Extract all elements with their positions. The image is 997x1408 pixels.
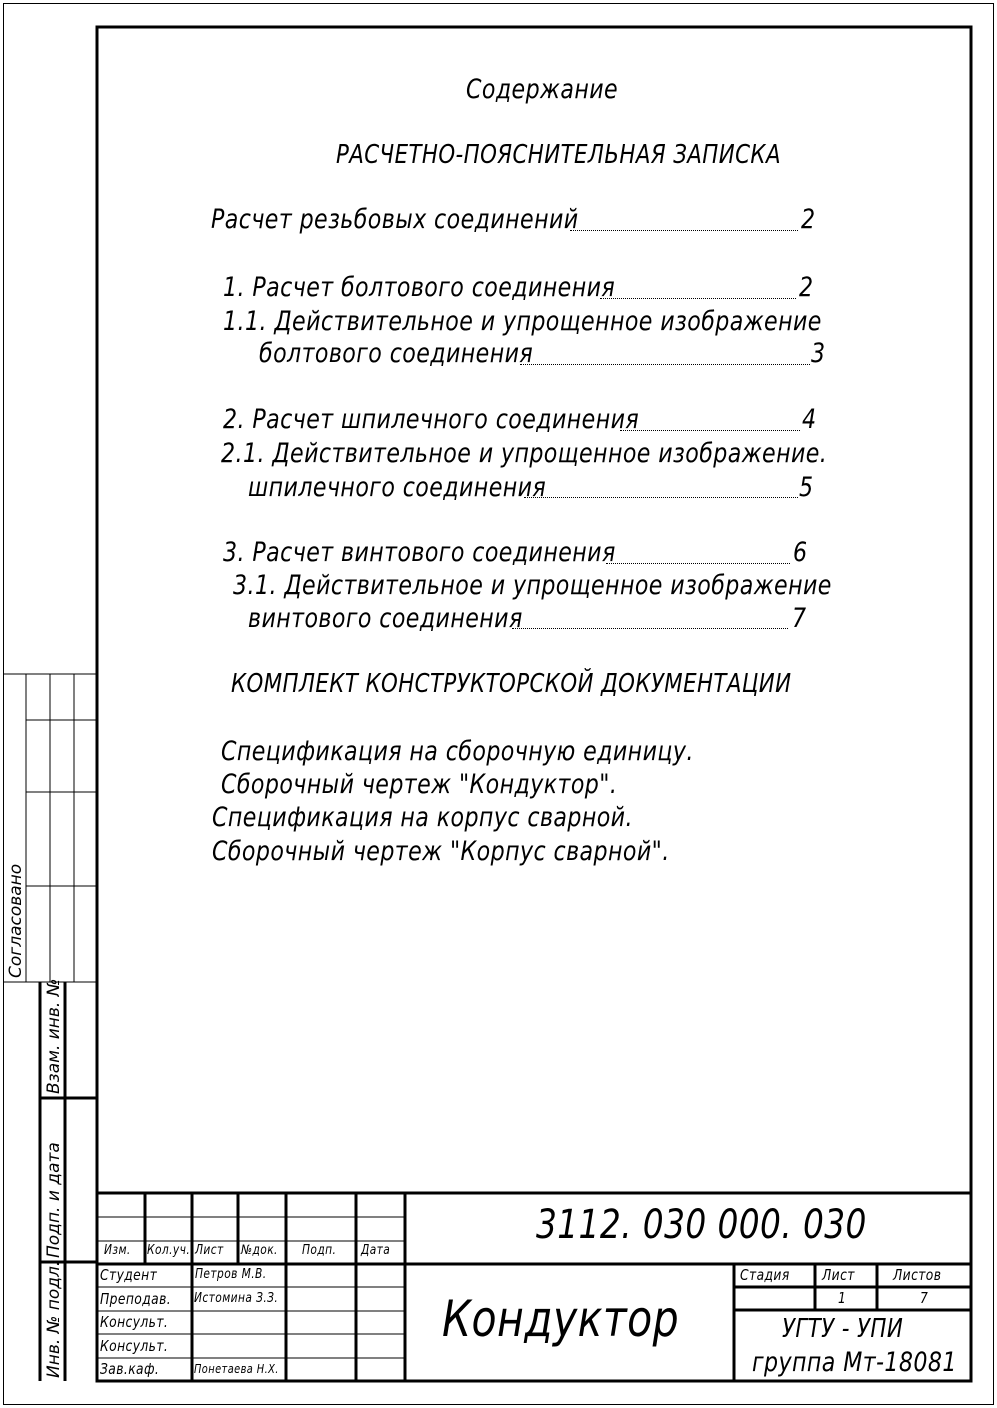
header-kol-uch: Кол.уч. (147, 1243, 191, 1258)
toc-entry: винтового соединения (248, 603, 523, 634)
toc-entry: болтового соединения (259, 338, 534, 369)
section-note-heading: РАСЧЕТНО-ПОЯСНИТЕЛЬНАЯ ЗАПИСКА (336, 140, 781, 170)
toc-entry: 3.1. Действительное и упрощенное изображение (233, 570, 832, 601)
header-ndok: №док. (241, 1243, 278, 1258)
toc-page: 5 (799, 472, 814, 503)
role-label: Преподав. (100, 1290, 172, 1308)
toc-entry: шпилечного соединения (248, 472, 547, 503)
sheet-value: 1 (838, 1289, 847, 1307)
drawing-title: Кондуктор (442, 1290, 680, 1348)
inv-orig-label: Инв. № подл. (44, 1260, 64, 1378)
sheets-value: 7 (920, 1289, 929, 1307)
sheet-label: Лист (822, 1266, 855, 1284)
toc-entry: 2.1. Действительное и упрощенное изображение. (221, 438, 828, 469)
toc-leader (606, 563, 790, 564)
toc-page: 7 (792, 603, 807, 634)
header-izm: Изм. (104, 1243, 131, 1258)
toc-leader (512, 628, 788, 629)
kit-item: Сборочный чертеж "Кондуктор". (221, 769, 618, 800)
toc-page: 3 (811, 338, 826, 369)
toc-entry: 1.1. Действительное и упрощенное изображение (223, 306, 822, 337)
toc-entry: 2. Расчет шпилечного соединения (223, 404, 640, 435)
toc-entry: 3. Расчет винтового соединения (223, 537, 616, 568)
kit-item: Спецификация на корпус сварной. (212, 802, 633, 833)
toc-leader (600, 298, 796, 299)
sheets-label: Листов (893, 1266, 942, 1284)
inv-replace-label: Взам. инв. № (44, 978, 64, 1094)
toc-page: 6 (793, 537, 808, 568)
role-label: Консульт. (100, 1313, 169, 1331)
header-data: Дата (361, 1243, 391, 1258)
role-name: Понетаева Н.Х. (194, 1362, 279, 1376)
toc-page: 2 (799, 272, 814, 303)
toc-page: 4 (802, 404, 817, 435)
toc-leader (524, 497, 798, 498)
toc-entry: Расчет резьбовых соединений (211, 204, 579, 235)
role-label: Консульт. (100, 1337, 169, 1355)
contents-title: Содержание (466, 74, 619, 105)
section-kit-heading: КОМПЛЕКТ КОНСТРУКТОРСКОЙ ДОКУМЕНТАЦИИ (231, 669, 792, 699)
toc-leader (570, 230, 798, 231)
toc-page: 2 (801, 204, 816, 235)
role-label: Студент (100, 1266, 158, 1284)
sign-date-label: Подп. и дата (44, 1142, 64, 1258)
toc-leader (520, 364, 810, 365)
toc-leader (620, 430, 800, 431)
role-label: Зав.каф. (100, 1360, 160, 1378)
header-list: Лист (195, 1243, 224, 1258)
kit-item: Сборочный чертеж "Корпус сварной". (212, 836, 670, 867)
doc-code: 3112. 030 000. 030 (536, 1202, 867, 1248)
stage-label: Стадия (740, 1266, 790, 1284)
group: группа Мт-18081 (752, 1347, 957, 1378)
header-podp: Подп. (302, 1243, 337, 1258)
role-name: Истомина З.З. (194, 1291, 279, 1306)
organization: УГТУ - УПИ (782, 1314, 904, 1344)
agreed-label: Согласовано (6, 863, 26, 978)
kit-item: Спецификация на сборочную единицу. (221, 736, 694, 767)
role-name: Петров М.В. (195, 1267, 267, 1282)
toc-entry: 1. Расчет болтового соединения (223, 272, 616, 303)
